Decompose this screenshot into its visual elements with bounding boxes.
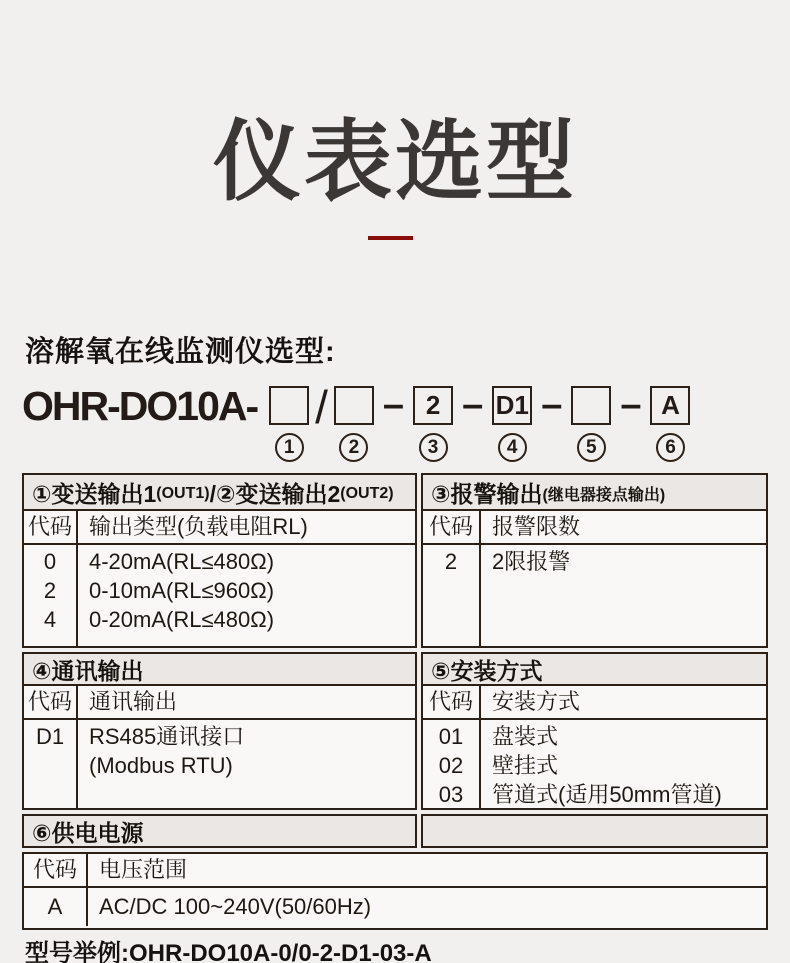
table-body — [24, 888, 766, 926]
header-subtext: (OUT1) — [156, 484, 210, 502]
circle-4-icon: 4 — [498, 433, 527, 462]
model-box-1 — [269, 386, 309, 425]
code-column-header: 代码 — [24, 854, 88, 886]
header-text: /②变送输出2 — [209, 480, 341, 507]
column-headers — [24, 684, 415, 720]
code-cell: 0 — [43, 549, 57, 574]
desc-column-header: 报警限数 — [492, 514, 581, 539]
desc-cell: 2限报警 — [492, 549, 571, 574]
model-box-4: D1 — [492, 386, 532, 425]
circle-6-icon: 6 — [656, 433, 685, 462]
column-headers — [24, 509, 415, 545]
code-column-header: 代码 — [423, 511, 481, 543]
table-comm-output — [22, 652, 417, 810]
page-title: 仪表选型 — [212, 112, 577, 211]
model-slot-2 — [334, 386, 374, 462]
header-text: ⑥供电电源 — [32, 819, 144, 846]
code-cell: 02 — [438, 753, 464, 778]
table-transmit-output — [22, 473, 417, 648]
table-header-transmit — [24, 475, 415, 509]
column-headers — [423, 684, 766, 720]
model-slot-5 — [571, 386, 611, 462]
circle-2-icon: 2 — [339, 433, 368, 462]
header-text-wrap — [24, 816, 415, 846]
section-1 — [22, 473, 768, 648]
header-text: ③报警输出 — [431, 480, 543, 507]
desc-column-header: 输出类型(负载电阻RL) — [89, 514, 308, 539]
model-code-diagram — [22, 381, 690, 462]
code-column-header: 代码 — [423, 686, 481, 718]
code-cells — [24, 720, 78, 808]
code-cell: 2 — [444, 549, 458, 574]
title-underline — [368, 236, 413, 240]
model-slot-6 — [650, 386, 690, 462]
code-cell: 2 — [43, 578, 57, 603]
model-slot-1 — [269, 386, 309, 462]
empty-header-cell — [421, 814, 768, 848]
dash-separator: – — [382, 384, 405, 426]
header-subtext: (OUT2) — [340, 484, 394, 502]
code-column-header: 代码 — [24, 511, 78, 543]
table-header-comm — [24, 654, 415, 684]
code-cell: A — [47, 894, 63, 919]
column-headers — [423, 509, 766, 545]
desc-cell: 管道式(适用50mm管道) — [492, 782, 722, 807]
desc-column-header: 安装方式 — [492, 689, 581, 714]
desc-cell: RS485通讯接口 — [89, 724, 245, 749]
example-model-text: 型号举例:OHR-DO10A-0/0-2-D1-03-A — [25, 940, 432, 963]
dash-separator: – — [620, 384, 642, 426]
table-mounting — [421, 652, 768, 810]
code-cell: 01 — [438, 724, 464, 749]
section-2 — [22, 652, 768, 810]
header-subtext: (继电器接点输出) — [542, 487, 666, 504]
code-cell: 4 — [43, 607, 57, 632]
table-body — [24, 720, 415, 808]
model-slot-4 — [492, 386, 532, 462]
table-header-alarm — [423, 475, 766, 509]
dash-separator: – — [462, 384, 484, 426]
desc-cells — [78, 720, 415, 808]
model-prefix: OHR-DO10A- — [22, 383, 258, 429]
code-cells — [423, 720, 481, 808]
dash-separator: – — [541, 384, 563, 426]
code-column-header: 代码 — [24, 686, 78, 718]
desc-column-header: 通讯输出 — [89, 689, 178, 714]
desc-cells — [481, 720, 766, 808]
desc-cell: 0-20mA(RL≤480Ω) — [89, 607, 275, 632]
desc-cells — [78, 545, 415, 646]
desc-cell: 4-20mA(RL≤480Ω) — [89, 549, 275, 574]
desc-cell: 0-10mA(RL≤960Ω) — [89, 578, 275, 603]
model-box-2 — [334, 386, 374, 425]
model-slot-3 — [413, 386, 453, 462]
model-box-5 — [571, 386, 611, 425]
circle-3-icon: 3 — [419, 433, 448, 462]
table-power-supply — [22, 852, 768, 930]
header-text: ⑤安装方式 — [431, 657, 543, 684]
circle-1-icon: 1 — [275, 433, 304, 462]
slash-separator: / — [315, 381, 328, 433]
desc-cells — [88, 888, 766, 926]
subtitle: 溶解氧在线监测仪选型: — [25, 336, 336, 368]
table-alarm-output — [421, 473, 768, 648]
desc-cell: AC/DC 100~240V(50/60Hz) — [99, 894, 372, 919]
desc-cells — [481, 545, 766, 646]
header-text: ④通讯输出 — [32, 657, 144, 684]
table-body — [24, 545, 415, 646]
desc-column-header: 电压范围 — [99, 857, 188, 882]
desc-cell: 盘装式 — [492, 724, 559, 749]
header-text: ①变送输出1 — [32, 480, 157, 507]
selection-tables — [22, 473, 768, 930]
table-header-mounting — [423, 654, 766, 684]
table-header-power — [22, 814, 417, 848]
code-cells — [24, 888, 88, 926]
model-box-6: A — [650, 386, 690, 425]
table-body — [423, 720, 766, 808]
section-3-body — [22, 852, 768, 930]
code-cell: 03 — [438, 782, 464, 807]
desc-cell: (Modbus RTU) — [89, 753, 233, 778]
code-cell: D1 — [35, 724, 65, 749]
column-headers — [24, 854, 766, 888]
code-cells — [423, 545, 481, 646]
desc-cell: 壁挂式 — [492, 753, 559, 778]
table-body — [423, 545, 766, 646]
section-3-header — [22, 814, 768, 848]
circle-5-icon: 5 — [577, 433, 606, 462]
code-cells — [24, 545, 78, 646]
model-box-3: 2 — [413, 386, 453, 425]
